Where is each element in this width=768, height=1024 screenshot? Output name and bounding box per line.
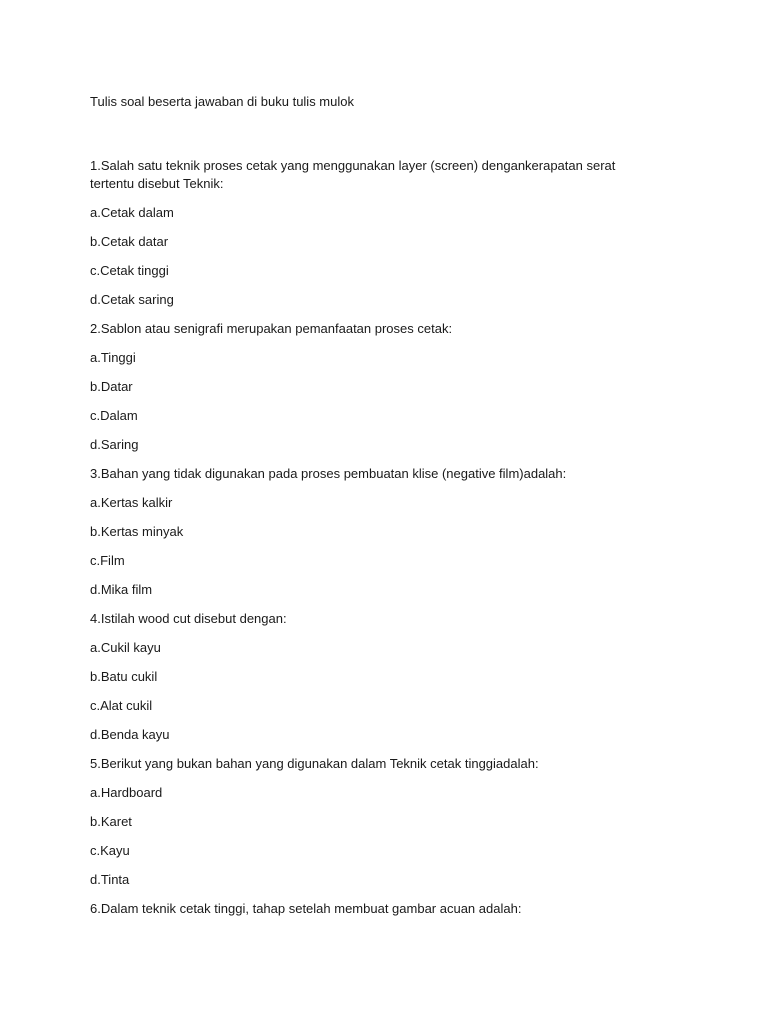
document-title: Tulis soal beserta jawaban di buku tulis mulok xyxy=(90,94,354,109)
option-c: c.Film xyxy=(90,553,125,568)
option-b: b.Datar xyxy=(90,379,133,394)
question-text: 1.Salah satu teknik proses cetak yang menggunakan layer (screen) dengankerapatan serat tertentu disebut Teknik: xyxy=(90,158,616,191)
option-d: d.Cetak saring xyxy=(90,292,174,307)
question-text: 5.Berikut yang bukan bahan yang digunakan dalam Teknik cetak tinggiadalah: xyxy=(90,756,539,771)
option-b: b.Cetak datar xyxy=(90,234,169,249)
option-a: a.Hardboard xyxy=(90,785,163,800)
option-b: b.Kertas minyak xyxy=(90,524,184,539)
question-1 xyxy=(90,157,678,309)
question-text: 6.Dalam teknik cetak tinggi, tahap setelah membuat gambar acuan adalah: xyxy=(90,901,522,916)
option-c: c.Dalam xyxy=(90,408,138,423)
question-4 xyxy=(90,610,678,744)
question-6 xyxy=(90,900,678,918)
option-a: a.Cetak dalam xyxy=(90,205,174,220)
option-d: d.Saring xyxy=(90,437,139,452)
option-a: a.Cukil kayu xyxy=(90,640,161,655)
question-3 xyxy=(90,465,678,599)
question-text: 2.Sablon atau senigrafi merupakan pemanfaatan proses cetak: xyxy=(90,321,453,336)
option-a: a.Kertas kalkir xyxy=(90,495,173,510)
option-d: d.Tinta xyxy=(90,872,130,887)
option-b: b.Karet xyxy=(90,814,132,829)
option-b: b.Batu cukil xyxy=(90,669,158,684)
option-d: d.Mika film xyxy=(90,582,153,597)
option-c: c.Kayu xyxy=(90,843,130,858)
question-text: 3.Bahan yang tidak digunakan pada proses pembuatan klise (negative film)adalah: xyxy=(90,466,567,481)
question-text: 4.Istilah wood cut disebut dengan: xyxy=(90,611,287,626)
question-2 xyxy=(90,320,678,454)
question-5 xyxy=(90,755,678,889)
option-c: c.Cetak tinggi xyxy=(90,263,169,278)
option-c: c.Alat cukil xyxy=(90,698,153,713)
option-a: a.Tinggi xyxy=(90,350,136,365)
option-d: d.Benda kayu xyxy=(90,727,170,742)
